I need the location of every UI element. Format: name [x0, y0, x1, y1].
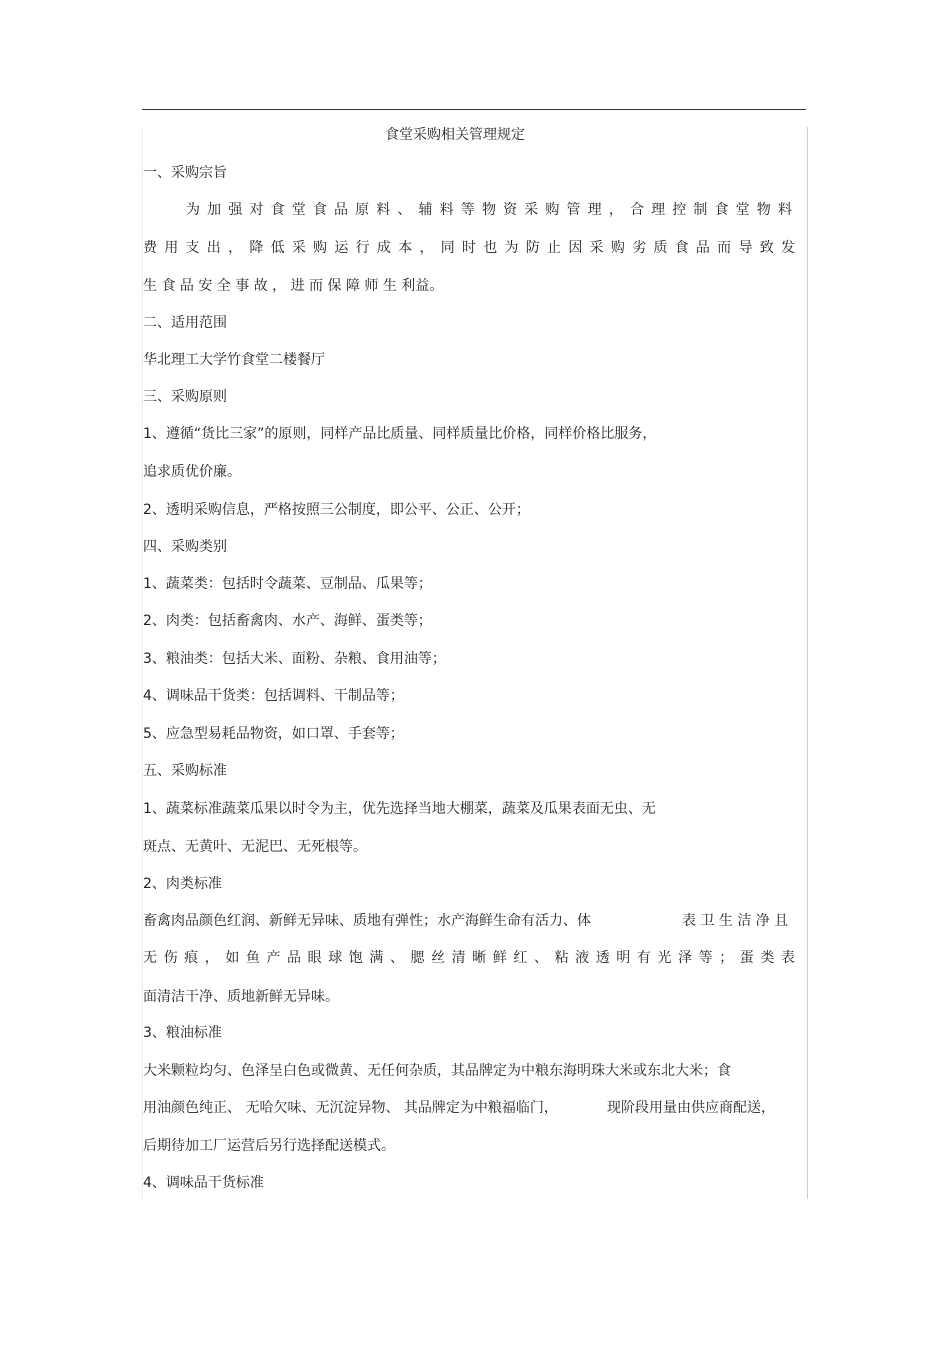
- paragraph-glyph: 用: [164, 240, 179, 256]
- paragraph-glyph: 物: [481, 202, 496, 218]
- paragraph-glyph: 食: [270, 202, 285, 218]
- paragraph-line: 生 食 品 安 全 事 故 ， 进 而 保 障 师 生 利益。: [143, 278, 444, 294]
- meat-standard-line-tail: 表 卫 生 洁 净 且: [682, 913, 789, 929]
- section-heading-principles: 三、采购原则: [143, 389, 227, 405]
- paragraph-glyph: 痕: [184, 950, 199, 966]
- principle-item: 2、透明采购信息，严格按照三公制度，即公平、公正、公开；: [143, 502, 530, 518]
- paragraph-glyph: 发: [780, 240, 795, 256]
- subheading-grain-oil: 3、粮油标准: [143, 1025, 222, 1041]
- paragraph-glyph: 购: [313, 240, 328, 256]
- paragraph-glyph: 止: [547, 240, 562, 256]
- paragraph-glyph: 出: [206, 240, 221, 256]
- section-heading-scope: 二、适用范围: [143, 315, 227, 331]
- paragraph-glyph: 品: [695, 240, 710, 256]
- paragraph-glyph: 粘: [554, 950, 569, 966]
- paragraph-glyph: 致: [759, 240, 774, 256]
- standard-item: 1、蔬菜标准蔬菜瓜果以时令为主，优先选择当地大棚菜，蔬菜及瓜果表面无虫、无: [143, 801, 656, 817]
- paragraph-glyph: 、: [533, 950, 548, 966]
- section-heading-purpose: 一、采购宗旨: [143, 165, 227, 181]
- paragraph-glyph: 质: [653, 240, 668, 256]
- paragraph-glyph: 光: [657, 950, 672, 966]
- standard-item-continued: 斑点、无黄叶、无泥巴、无死根等。: [143, 839, 367, 855]
- paragraph-glyph: 品: [287, 950, 302, 966]
- paragraph-glyph: 低: [270, 240, 285, 256]
- paragraph-glyph: 无: [143, 950, 157, 966]
- paragraph-glyph: 丝: [431, 950, 446, 966]
- paragraph-glyph: 同: [440, 240, 455, 256]
- category-item: 3、粮油类：包括大米、面粉、杂粮、食用油等；: [143, 651, 446, 667]
- paragraph-glyph: 球: [328, 950, 343, 966]
- paragraph-glyph: ，: [228, 240, 243, 256]
- paragraph-glyph: 、: [397, 202, 412, 218]
- paragraph-glyph: 也: [483, 240, 498, 256]
- paragraph-glyph: 类: [760, 950, 775, 966]
- category-item: 4、调味品干货类：包括调料、干制品等；: [143, 688, 404, 704]
- paragraph-glyph: 理: [587, 202, 602, 218]
- paragraph-glyph: 管: [566, 202, 581, 218]
- paragraph-glyph: 料: [777, 202, 792, 218]
- subheading-seasoning: 4、调味品干货标准: [143, 1175, 264, 1191]
- paragraph-glyph: 而: [717, 240, 732, 256]
- paragraph-glyph: 红: [513, 950, 528, 966]
- section-heading-standards: 五、采购标准: [143, 763, 227, 779]
- paragraph-glyph: 控: [672, 202, 687, 218]
- paragraph-glyph: 原: [355, 202, 370, 218]
- grain-standard-line: 后期待加工厂运营后另行选择配送模式。: [143, 1138, 395, 1154]
- paragraph-glyph: 液: [575, 950, 590, 966]
- paragraph-glyph: 采: [291, 240, 306, 256]
- category-item: 2、肉类：包括畜禽肉、水产、海鲜、蛋类等；: [143, 613, 432, 629]
- paragraph-glyph: 、: [389, 950, 404, 966]
- category-item: 1、蔬菜类：包括时令蔬菜、豆制品、瓜果等；: [143, 576, 432, 592]
- paragraph-glyph: 采: [524, 202, 539, 218]
- paragraph-glyph: 伤: [163, 950, 178, 966]
- paragraph-glyph: 晰: [472, 950, 487, 966]
- paragraph-glyph: ，: [419, 240, 434, 256]
- grain-standard-line: 大米颗粒均匀、色泽呈白色或微黄、无任何杂质，其品牌定为中粮东海明珠大米或东北大米；食: [143, 1063, 731, 1079]
- paragraph-glyph: 购: [610, 240, 625, 256]
- paragraph-glyph: 本: [398, 240, 413, 256]
- paragraph-glyph: 物: [756, 202, 771, 218]
- paragraph-glyph: 明: [616, 950, 631, 966]
- principle-item-continued: 追求质优价廉。: [143, 464, 241, 480]
- paragraph-glyph: 料: [376, 202, 391, 218]
- paragraph-glyph: 采: [589, 240, 604, 256]
- grain-standard-line-tail: 现阶段用量由供应商配送，: [607, 1100, 775, 1116]
- paragraph-glyph: 对: [249, 202, 264, 218]
- paragraph-glyph: 透: [595, 950, 610, 966]
- category-item: 5、应急型易耗品物资，如口罩、手套等；: [143, 726, 404, 742]
- paragraph-glyph: 鲜: [492, 950, 507, 966]
- paragraph-line: [143, 239, 795, 257]
- grain-standard-line: 用油颜色纯正、 无哈欠味、无沉淀异物、 其品牌定为中粮福临门，: [143, 1100, 558, 1116]
- paragraph-glyph: 食: [714, 202, 729, 218]
- paragraph-glyph: 满: [369, 950, 384, 966]
- paragraph-glyph: 如: [225, 950, 240, 966]
- paragraph-glyph: 购: [545, 202, 560, 218]
- paragraph-glyph: 费: [143, 240, 157, 256]
- paragraph-glyph: 支: [185, 240, 200, 256]
- paragraph-glyph: 行: [355, 240, 370, 256]
- paragraph-glyph: 产: [266, 950, 281, 966]
- subheading-meat: 2、肉类标准: [143, 876, 222, 892]
- paragraph-glyph: 理: [651, 202, 666, 218]
- section-heading-categories: 四、采购类别: [143, 539, 227, 555]
- meat-standard-line: 面清洁干净、质地新鲜无异味。: [143, 989, 339, 1005]
- paragraph-glyph: 有: [636, 950, 651, 966]
- paragraph-glyph: 蛋: [739, 950, 754, 966]
- paragraph-glyph: 食: [674, 240, 689, 256]
- meat-standard-line: [143, 949, 795, 967]
- paragraph-glyph: 等: [460, 202, 475, 218]
- header-rule: [142, 109, 806, 110]
- paragraph-glyph: 料: [439, 202, 454, 218]
- paragraph-glyph: 运: [334, 240, 349, 256]
- principle-item: 1、遵循“货比三家”的原则，同样产品比质量、同样质量比价格，同样价格比服务，: [143, 426, 657, 442]
- paragraph-glyph: 表: [780, 950, 795, 966]
- paragraph-glyph: 强: [228, 202, 243, 218]
- paragraph-glyph: 食: [312, 202, 327, 218]
- paragraph-glyph: 泽: [678, 950, 693, 966]
- paragraph-glyph: 品: [333, 202, 348, 218]
- paragraph-glyph: 劣: [632, 240, 647, 256]
- paragraph-glyph: 鱼: [245, 950, 260, 966]
- paragraph-glyph: 成: [376, 240, 391, 256]
- paragraph-glyph: 腮: [410, 950, 425, 966]
- paragraph-glyph: 因: [568, 240, 583, 256]
- paragraph-glyph: 资: [503, 202, 518, 218]
- paragraph-glyph: 清: [451, 950, 466, 966]
- paragraph-glyph: 为: [504, 240, 519, 256]
- paragraph-glyph: 辅: [418, 202, 433, 218]
- paragraph-glyph: 堂: [735, 202, 750, 218]
- paragraph-glyph: 加: [207, 202, 222, 218]
- paragraph-glyph: 合: [629, 202, 644, 218]
- paragraph-glyph: ，: [608, 202, 623, 218]
- paragraph-glyph: 为: [186, 202, 200, 218]
- paragraph-glyph: 饱: [348, 950, 363, 966]
- paragraph-glyph: 防: [525, 240, 540, 256]
- paragraph-glyph: 降: [249, 240, 264, 256]
- paragraph-glyph: 时: [461, 240, 476, 256]
- scope-text: 华北理工大学竹食堂二楼餐厅: [143, 352, 325, 368]
- paragraph-glyph: 导: [738, 240, 753, 256]
- paragraph-glyph: ，: [204, 950, 219, 966]
- paragraph-glyph: 等: [698, 950, 713, 966]
- paragraph-glyph: 堂: [291, 202, 306, 218]
- paragraph-glyph: ；: [719, 950, 734, 966]
- paragraph-line: [186, 201, 792, 219]
- paragraph-glyph: 制: [693, 202, 708, 218]
- meat-standard-line: 畜禽肉品颜色红润、新鲜无异味、质地有弹性；水产海鲜生命有活力、体: [143, 913, 591, 929]
- document-title: 食堂采购相关管理规定: [385, 127, 525, 143]
- paragraph-glyph: 眼: [307, 950, 322, 966]
